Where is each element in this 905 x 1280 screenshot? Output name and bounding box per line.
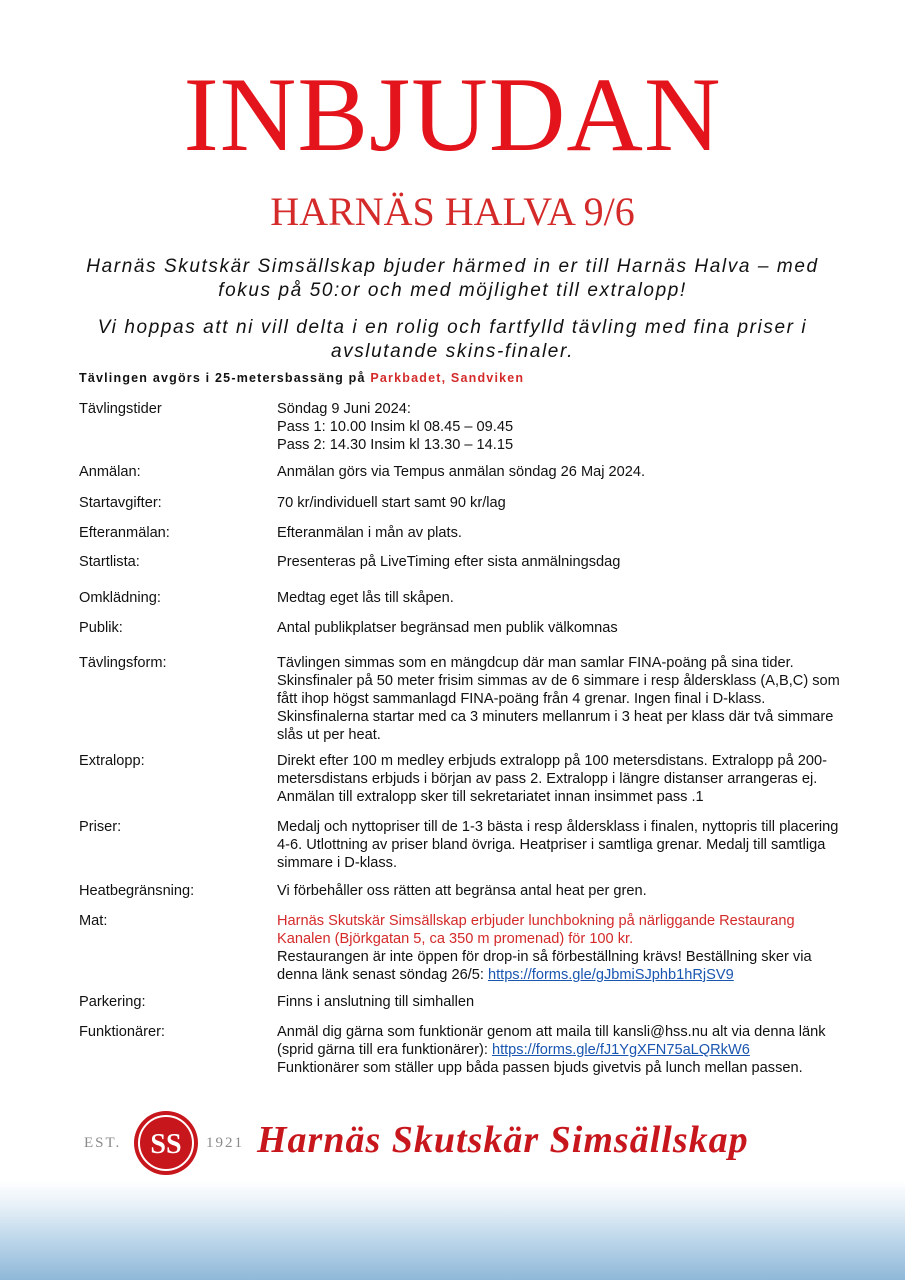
row-value <box>277 912 847 984</box>
intro-text-2: Vi hoppas att ni vill delta i en rolig och fartfylld tävling med fina priser i avslutande skins-finaler. <box>97 317 808 362</box>
row-value: Finns i anslutning till simhallen <box>277 994 475 1010</box>
row-value: Presenteras på LiveTiming efter sista anmälningsdag <box>277 554 621 570</box>
event-subtitle: HARNÄS HALVA 9/6 <box>270 189 635 234</box>
row-value: Medalj och nyttopriser till de 1-3 bästa i resp åldersklass i finalen, nyttopris till placering 4-6. Utlottning av priser bland övriga. Heatpriser i samtliga grenar. Medalj till samtliga simmare i D-klass. <box>277 819 839 871</box>
venue-prefix: Tävlingen avgörs i 25-metersbassäng på <box>79 371 371 385</box>
row-value: 70 kr/individuell start samt 90 kr/lag <box>277 495 506 511</box>
row-label: Anmälan: <box>79 464 141 480</box>
row-value <box>277 1023 847 1077</box>
row-label: Startavgifter: <box>79 495 162 511</box>
row-label: Extralopp: <box>79 753 145 769</box>
volunteer-info-text: Anmäl dig gärna som funktionär genom att maila till kansli@hss.nu alt via denna länk (sprid gärna till era funktionärer): <box>277 1024 826 1058</box>
row-label: Omklädning: <box>79 590 161 606</box>
lunch-booking-link[interactable]: https://forms.gle/gJbmiSJphb1hRjSV9 <box>487 967 734 983</box>
row-label: Mat: <box>79 913 108 929</box>
volunteer-info <box>277 1023 847 1059</box>
club-seal-icon <box>133 1110 199 1176</box>
row-value: Tävlingen simmas som en mängdcup där man samlar FINA-poäng på sina tider. Skinsfinaler på 50 meter frisim simmas av de 6 simmare i resp åldersklass (A,B,C) som fått ihop högst sammanlagd FINA-poäng från 4 grenar. Ingen final i D-klass. Skinsfinalerna startar med ca 3 minuters mellanrum i 3 heat per klass där två simmare slås ut per heat. <box>277 655 840 743</box>
row-label: Startlista: <box>79 554 140 570</box>
volunteer-signup-link[interactable]: https://forms.gle/fJ1YgXFN75aLQRkW6 <box>491 1042 750 1058</box>
row-label: Funktionärer: <box>79 1024 165 1040</box>
page-title: INBJUDAN <box>183 56 722 173</box>
water-background <box>0 1180 905 1280</box>
intro-text-1: Harnäs Skutskär Simsällskap bjuder härmed in er till Harnäs Halva – med fokus på 50:or och med möjlighet till extralopp! <box>86 256 819 301</box>
svg-text:SS: SS <box>150 1129 182 1160</box>
lunch-info <box>277 948 847 984</box>
row-label: Priser: <box>79 819 122 835</box>
row-label: Parkering: <box>79 994 146 1010</box>
lunch-offer: Harnäs Skutskär Simsällskap erbjuder lunchbokning på närliggande Restaurang Kanalen (Björkgatan 5, ca 350 m promenad) för 100 kr. <box>277 913 795 947</box>
volunteer-lunch: Funktionärer som ställer upp båda passen bjuds givetvis på lunch mellan passen. <box>277 1060 803 1076</box>
schedule-pass-2: Pass 2: 14.30 Insim kl 13.30 – 14.15 <box>277 437 514 453</box>
club-name-logo: Harnäs Skutskär Simsällskap <box>257 1119 749 1161</box>
row-value: Efteranmälan i mån av plats. <box>277 525 462 541</box>
schedule-pass-1: Pass 1: 10.00 Insim kl 08.45 – 09.45 <box>277 419 514 435</box>
logo-year: 1921 <box>206 1135 244 1151</box>
row-value: Direkt efter 100 m medley erbjuds extralopp på 100 metersdistans. Extralopp på 200-metersdistans erbjuds i början av pass 2. Extralopp i längre distanser arrangeras ej. Anmälan till extralopp sker till sekretariatet innan insimmet pass .1 <box>277 753 827 805</box>
row-value: Antal publikplatser begränsad men publik välkomnas <box>277 620 618 636</box>
venue-line <box>79 371 524 385</box>
row-label: Tävlingsform: <box>79 655 167 671</box>
row-value: Vi förbehåller oss rätten att begränsa antal heat per gren. <box>277 883 647 899</box>
row-value: Medtag eget lås till skåpen. <box>277 590 454 606</box>
row-label: Heatbegränsning: <box>79 883 195 899</box>
lunch-info-text: Restaurangen är inte öppen för drop-in så förbeställning krävs! Beställning sker via denna länk senast söndag 26/5: <box>277 949 812 983</box>
row-label: Tävlingstider <box>79 401 162 417</box>
row-label: Publik: <box>79 620 123 636</box>
row-value: Anmälan görs via Tempus anmälan söndag 26 Maj 2024. <box>277 464 646 480</box>
row-value <box>277 400 847 454</box>
schedule-date: Söndag 9 Juni 2024: <box>277 401 411 417</box>
row-label: Efteranmälan: <box>79 525 170 541</box>
venue-place: Parkbadet, Sandviken <box>370 371 525 385</box>
logo-est: EST. <box>84 1135 122 1151</box>
